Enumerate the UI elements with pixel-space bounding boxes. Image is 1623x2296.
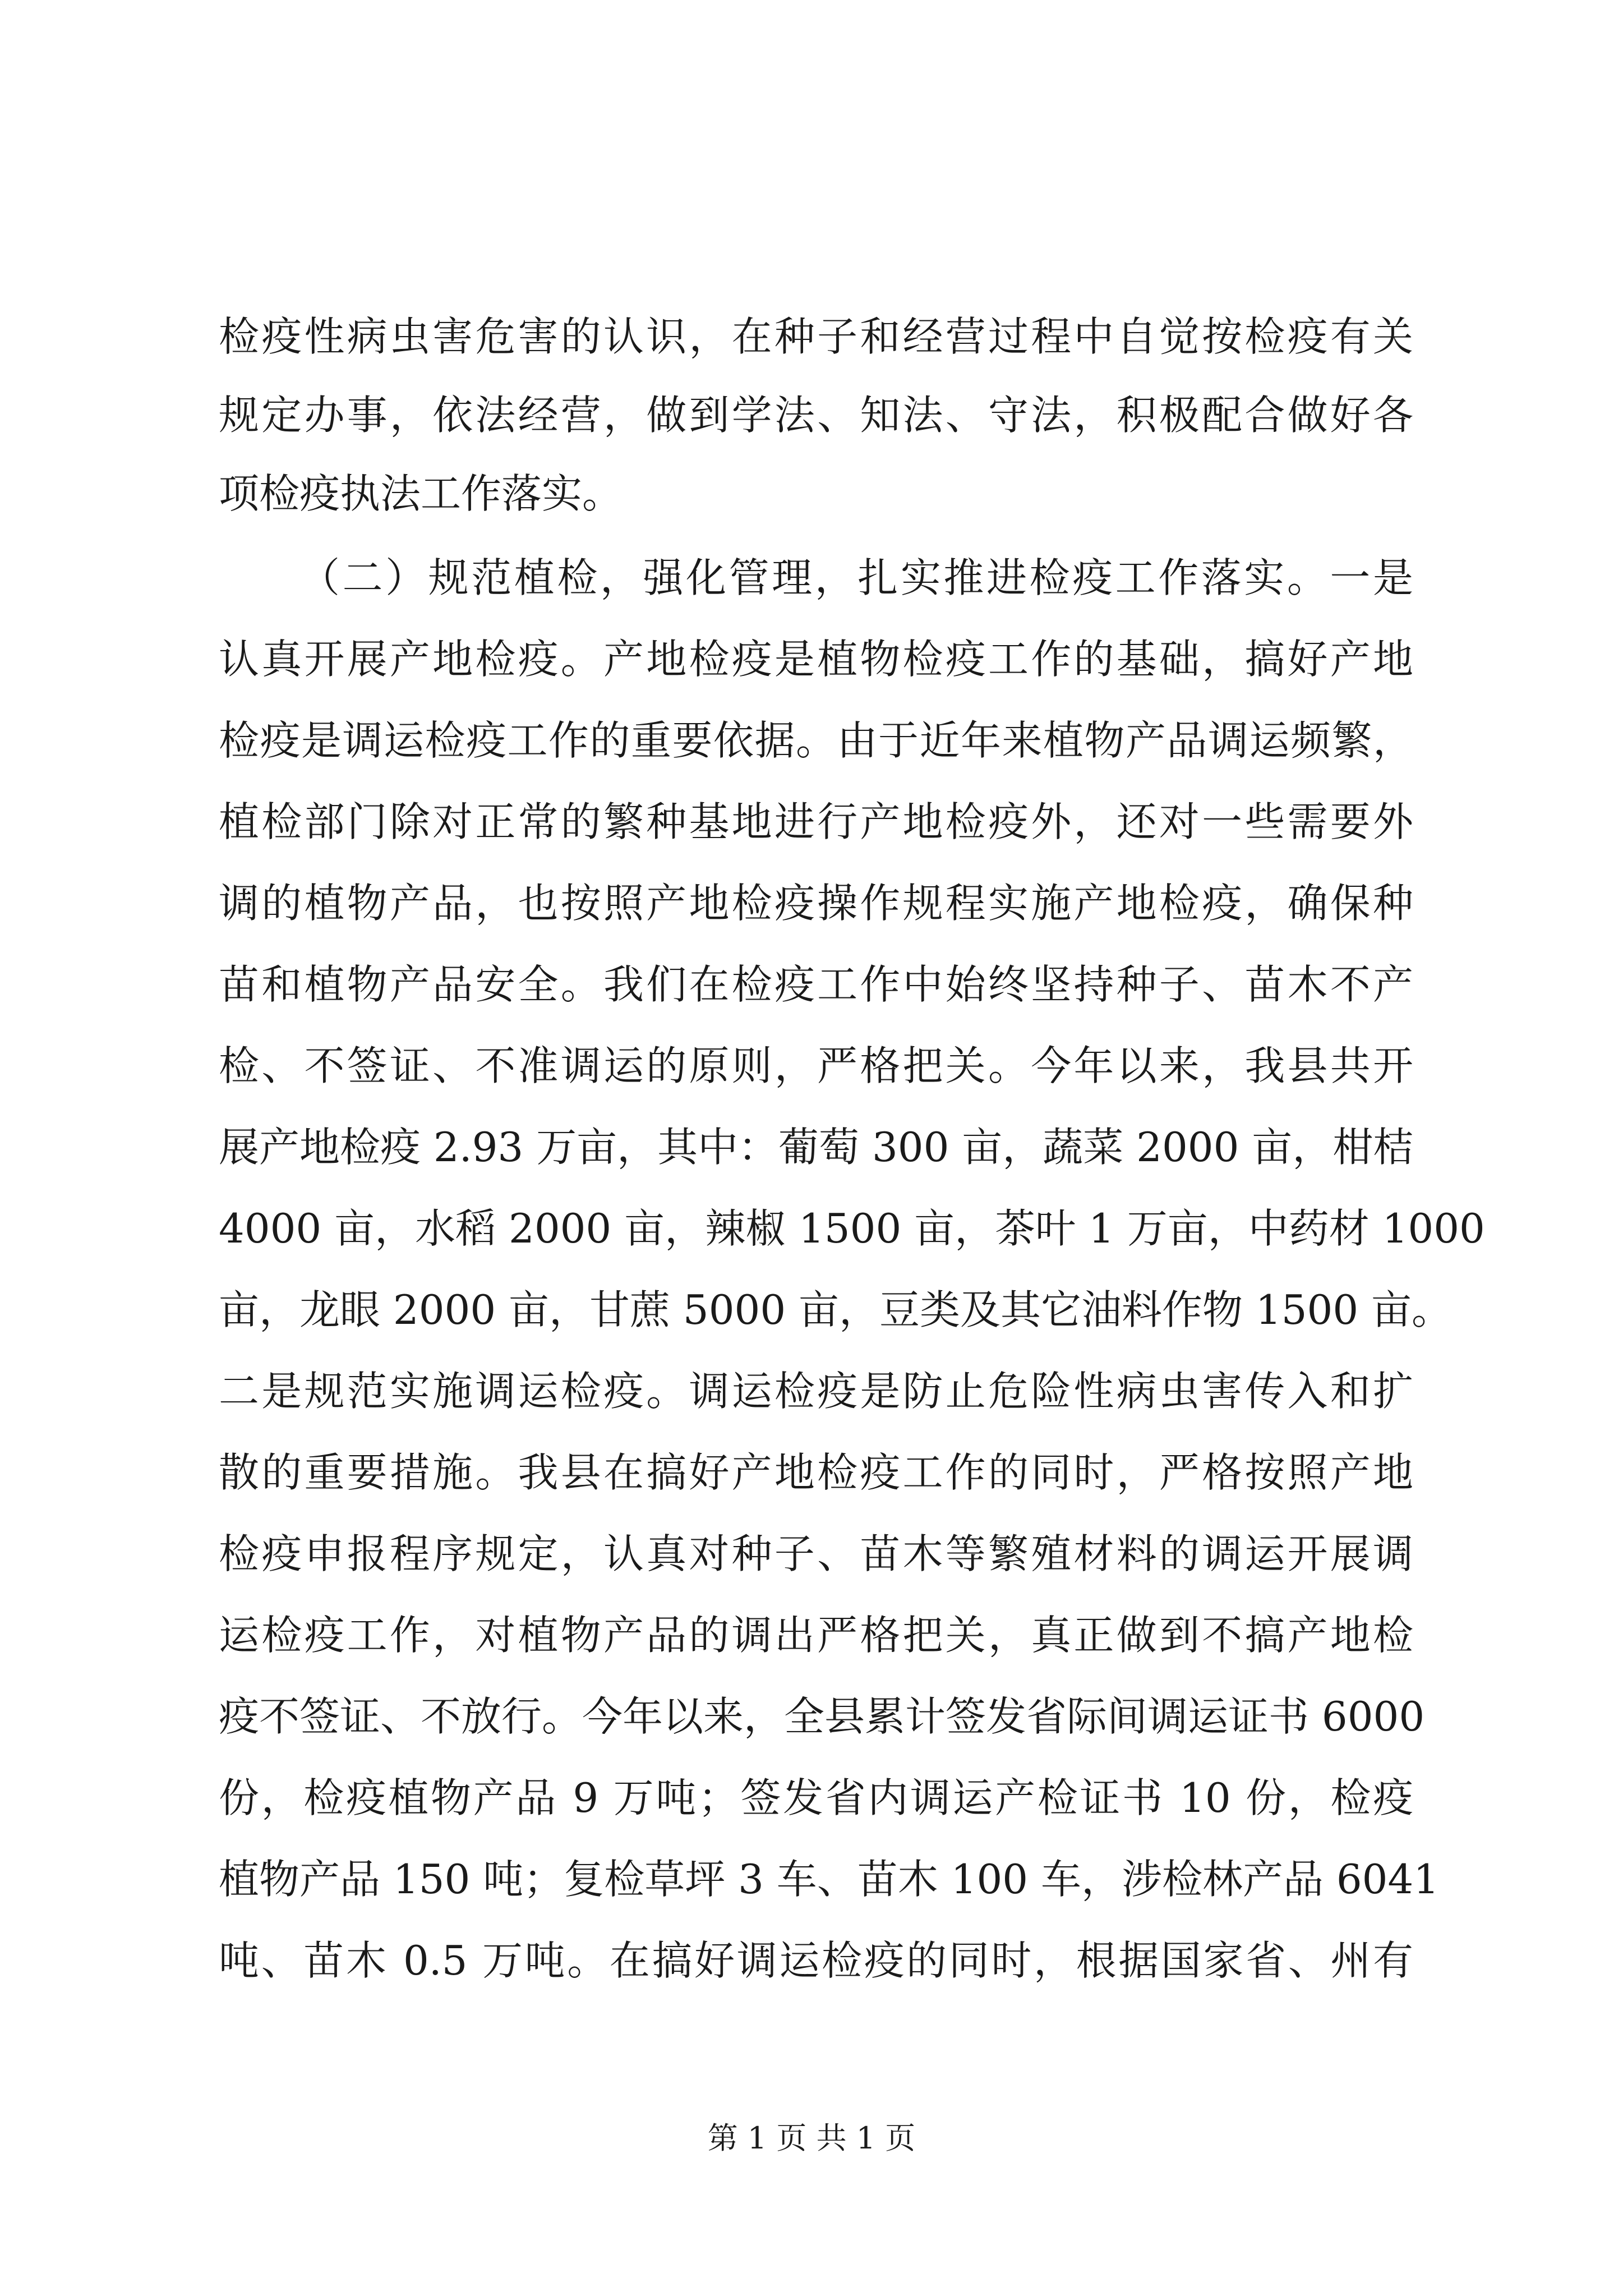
text-line-10: 检、不签证、不准调运的原则，严格把关。今年以来，我县共开 — [219, 1042, 1413, 1089]
text-line-19: 份，检疫植物产品 9 万吨；签发省内调运产检证书 10 份，检疫 — [219, 1774, 1413, 1821]
text-line-20: 植物产品 150 吨；复检草坪 3 车、苗木 100 车，涉检林产品 6041 — [219, 1856, 1440, 1903]
text-line-14: 二是规范实施调运检疫。调运检疫是防止危险性病虫害传入和扩 — [219, 1368, 1413, 1415]
page-footer: 第 1 页 共 1 页 — [707, 2120, 916, 2156]
text-line-8: 调的植物产品，也按照产地检疫操作规程实施产地检疫，确保种 — [219, 880, 1413, 927]
text-line-7: 植检部门除对正常的繁种基地进行产地检疫外，还对一些需要外 — [219, 798, 1413, 845]
text-line-6: 检疫是调运检疫工作的重要依据。由于近年来植物产品调运频繁， — [219, 717, 1413, 764]
text-line-16: 检疫申报程序规定，认真对种子、苗木等繁殖材料的调运开展调 — [219, 1530, 1413, 1577]
text-line-4: （二）规范植检，强化管理，扎实推进检疫工作落实。一是 — [299, 554, 1413, 601]
text-line-5: 认真开展产地检疫。产地检疫是植物检疫工作的基础，搞好产地 — [219, 636, 1413, 683]
text-line-15: 散的重要措施。我县在搞好产地检疫工作的同时，严格按照产地 — [219, 1449, 1413, 1496]
text-line-3: 项检疫执法工作落实。 — [219, 470, 623, 517]
text-line-17: 运检疫工作，对植物产品的调出严格把关，真正做到不搞产地检 — [219, 1612, 1413, 1659]
text-line-12: 4000 亩，水稻 2000 亩，辣椒 1500 亩，茶叶 1 万亩，中药材 1000 — [219, 1205, 1485, 1252]
text-line-11: 展产地检疫 2.93 万亩，其中：葡萄 300 亩，蔬菜 2000 亩，柑桔 — [219, 1124, 1414, 1171]
text-line-2: 规定办事，依法经营，做到学法、知法、守法，积极配合做好各 — [219, 392, 1413, 439]
text-line-9: 苗和植物产品安全。我们在检疫工作中始终坚持种子、苗木不产 — [219, 961, 1413, 1008]
text-line-21: 吨、苗木 0.5 万吨。在搞好调运检疫的同时，根据国家省、州有 — [219, 1937, 1413, 1984]
text-line-13: 亩，龙眼 2000 亩，甘蔗 5000 亩，豆类及其它油料作物 1500 亩。 — [219, 1286, 1453, 1333]
text-line-1: 检疫性病虫害危害的认识，在种子和经营过程中自觉按检疫有关 — [219, 313, 1413, 360]
text-line-18: 疫不签证、不放行。今年以来，全县累计签发省际间调运证书 6000 — [219, 1693, 1425, 1740]
